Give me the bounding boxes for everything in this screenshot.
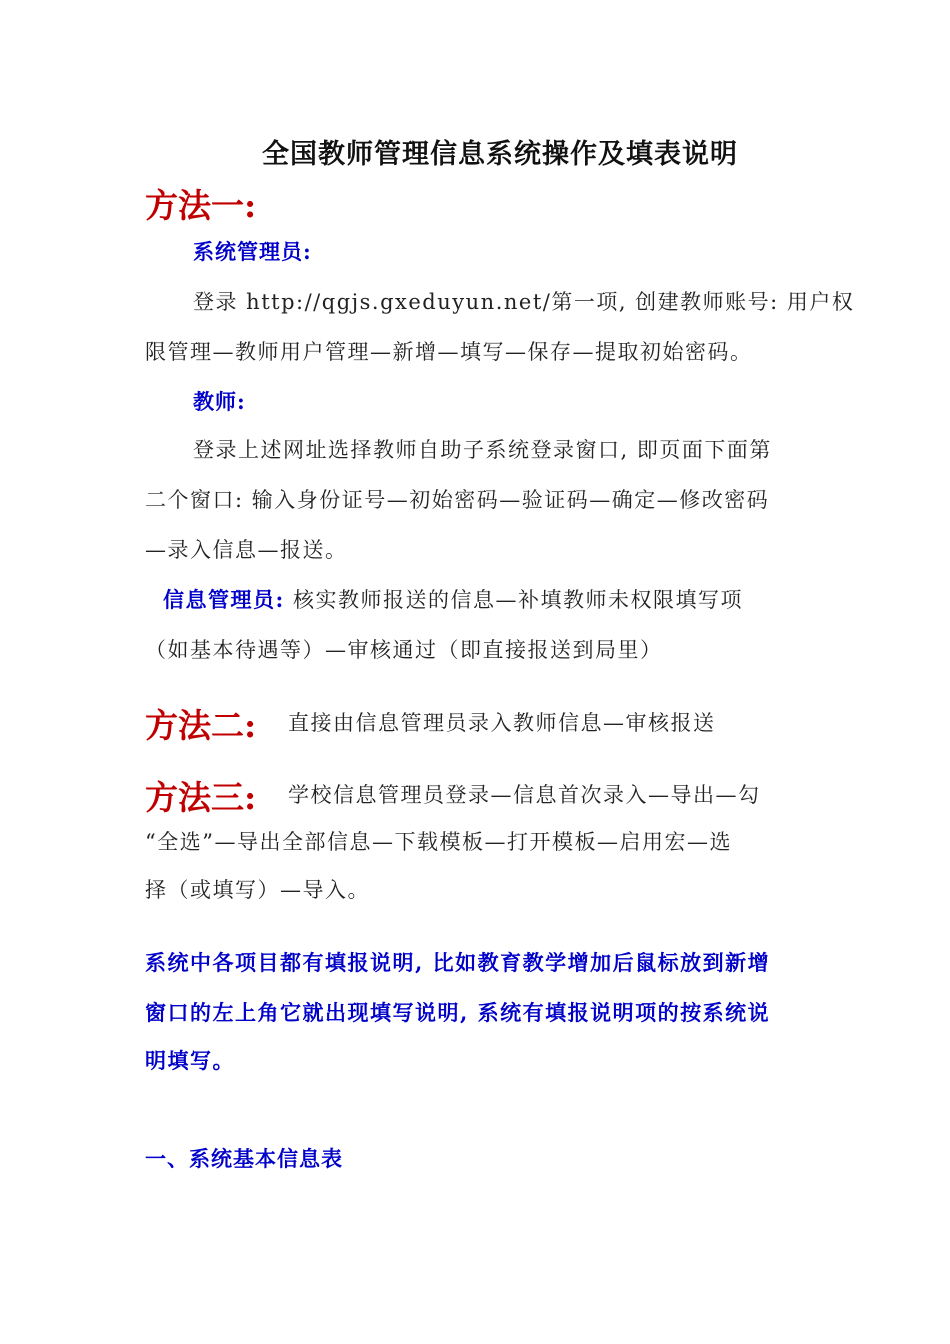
section-heading: 一、系统基本信息表 [145, 1146, 343, 1171]
note-line1: 系统中各项目都有填报说明, 比如教育教学增加后鼠标放到新增 [145, 950, 771, 975]
info-manager-paragraph-line2: （如基本待遇等）—审核通过（即直接报送到局里） [145, 638, 663, 662]
method1-heading: 方法一: [145, 186, 257, 225]
teacher-instructions-line2: 二个窗口: 输入身份证号—初始密码—验证码—确定—修改密码 [145, 488, 770, 512]
page-title: 全国教师管理信息系统操作及填表说明 [262, 139, 738, 170]
teacher-role-label: 教师: [193, 389, 246, 414]
admin-role-label: 系统管理员: [193, 239, 312, 264]
teacher-instructions-line1: 登录上述网址选择教师自助子系统登录窗口, 即页面下面第 [193, 438, 772, 462]
method2-heading: 方法二: [145, 706, 257, 745]
admin-instructions-line2: 限管理—教师用户管理—新增—填写—保存—提取初始密码。 [145, 340, 753, 364]
info-manager-text: 核实教师报送的信息—补填教师未权限填写项 [284, 588, 743, 612]
method3-text-line3: 择（或填写）—导入。 [145, 878, 370, 902]
admin-instructions-line1: 登录 http://qgjs.gxeduyun.net/第一项, 创建教师账号: 用户权 [193, 290, 855, 314]
method2-text: 直接由信息管理员录入教师信息—审核报送 [288, 711, 716, 735]
note-line2: 窗口的左上角它就出现填写说明, 系统有填报说明项的按系统说 [145, 1000, 771, 1025]
info-manager-paragraph-line1 [163, 575, 743, 625]
teacher-instructions-line3: —录入信息—报送。 [145, 538, 348, 562]
note-line3: 明填写。 [145, 1048, 235, 1073]
method3-heading: 方法三: [145, 778, 257, 817]
info-manager-role-label: 信息管理员: [163, 587, 285, 612]
method3-text-line2: “全选”—导出全部信息—下载模板—打开模板—启用宏—选 [145, 830, 732, 854]
method3-text-line1: 学校信息管理员登录—信息首次录入—导出—勾 [288, 783, 761, 807]
